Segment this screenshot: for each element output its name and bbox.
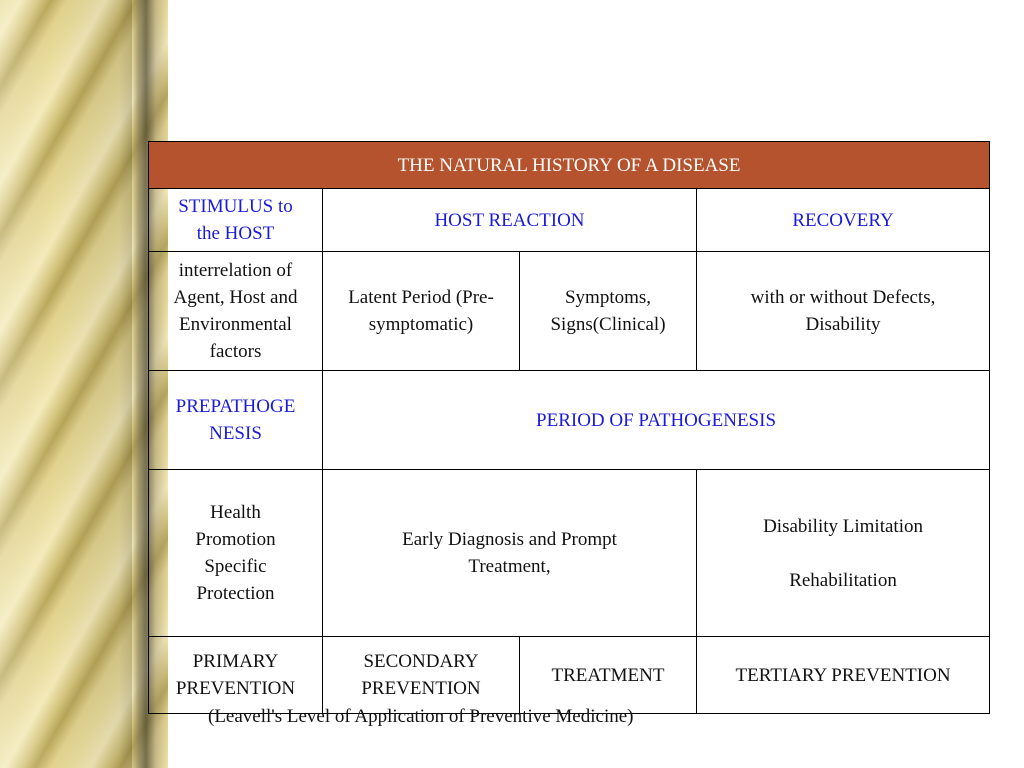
interrelation-line-4: factors: [209, 341, 262, 362]
primary-prevention-line-1: PRIMARY: [192, 651, 279, 672]
treatment-cell: TREATMENT: [520, 637, 697, 714]
tertiary-prevention-cell: TERTIARY PREVENTION: [697, 637, 990, 714]
natural-history-table-wrapper: [148, 141, 989, 714]
rehabilitation-text: Rehabilitation: [789, 569, 897, 591]
symptoms-cell: [520, 252, 697, 371]
defects-line-2: Disability: [805, 314, 881, 335]
interrelation-line-1: interrelation of: [178, 260, 293, 281]
primary-measure-4: Protection: [196, 583, 275, 604]
prepathogenesis-cell: [149, 371, 323, 470]
primary-measure-2: Promotion: [195, 529, 276, 550]
secondary-measure-line-2: Treatment,: [468, 556, 551, 577]
disability-limitation-text: Disability Limitation: [763, 515, 923, 537]
primary-measure-3: Specific: [204, 556, 267, 577]
secondary-prevention-cell: [323, 637, 520, 714]
secondary-prevention-line-1: SECONDARY: [363, 651, 479, 672]
symptoms-line-1: Symptoms,: [564, 287, 652, 308]
latent-period-cell: [323, 252, 520, 371]
interrelation-line-2: Agent, Host and: [173, 287, 298, 308]
secondary-measure-line-1: Early Diagnosis and Prompt: [402, 529, 617, 550]
table-caption: (Leavell's Level of Application of Preventive Medicine): [208, 706, 634, 727]
defects-disability-cell: [697, 252, 990, 371]
prepathogenesis-line-2: NESIS: [209, 423, 262, 444]
host-reaction-cell: HOST REACTION: [323, 189, 697, 252]
stimulus-to-host-cell: [149, 189, 323, 252]
primary-prevention-line-2: PREVENTION: [175, 678, 296, 699]
symptoms-line-2: Signs(Clinical): [550, 314, 666, 335]
latent-line-2: symptomatic): [368, 314, 474, 335]
stimulus-line-2: the HOST: [196, 223, 275, 244]
defects-line-1: with or without Defects,: [750, 287, 936, 308]
interrelation-line-3: Environmental: [179, 314, 292, 335]
pathogenesis-cell: PERIOD OF PATHOGENESIS: [323, 371, 990, 470]
interrelation-cell: [149, 252, 323, 371]
tertiary-measures-cell: [697, 470, 990, 637]
primary-measure-1: Health: [210, 502, 261, 523]
prepathogenesis-line-1: PREPATHOGE: [175, 396, 296, 417]
recovery-cell: RECOVERY: [697, 189, 990, 252]
latent-line-1: Latent Period (Pre-: [348, 287, 494, 308]
primary-prevention-cell: [149, 637, 323, 714]
primary-measures-cell: [149, 470, 323, 637]
secondary-prevention-line-2: PREVENTION: [361, 678, 481, 699]
secondary-measures-cell: [323, 470, 697, 637]
decorative-sidebar: [0, 0, 168, 768]
table-title: THE NATURAL HISTORY OF A DISEASE: [149, 142, 990, 189]
stimulus-line-1: STIMULUS to: [178, 196, 293, 217]
natural-history-table: [148, 141, 990, 714]
